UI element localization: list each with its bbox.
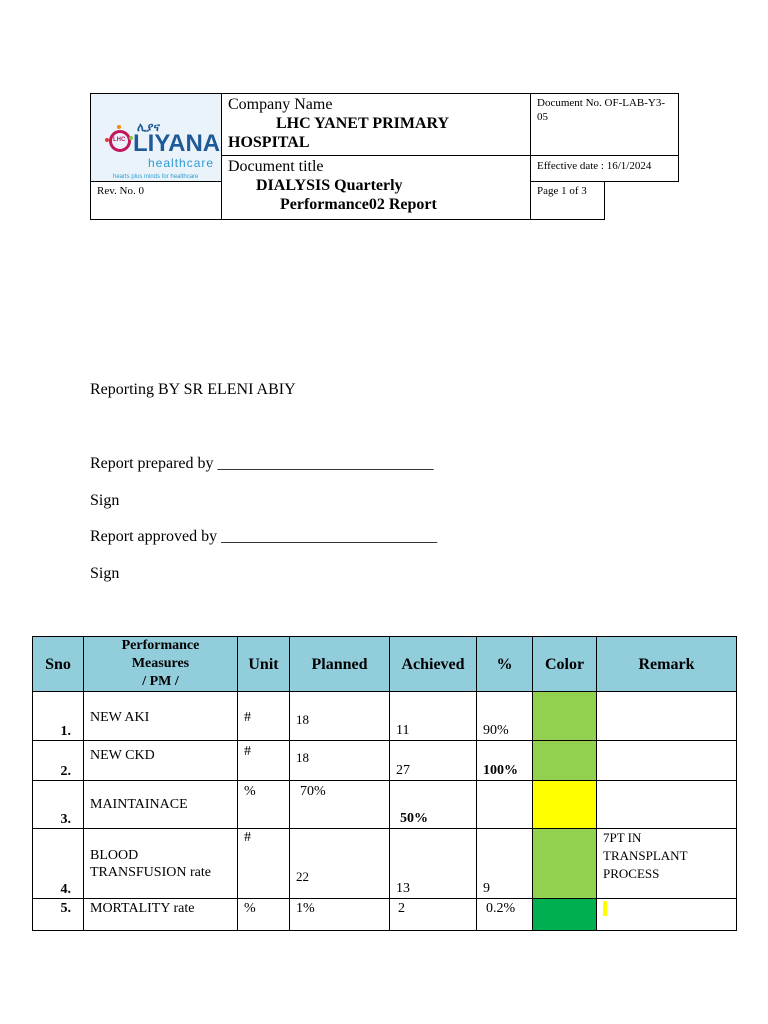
row-percent: 90% — [477, 692, 533, 741]
row-color-swatch — [533, 829, 597, 899]
row-planned: 18 — [290, 741, 390, 781]
effective-date-cell — [531, 156, 679, 182]
table-row — [33, 781, 737, 829]
row-remark — [597, 899, 737, 931]
row-measure: MORTALITY rate — [84, 899, 238, 931]
row-percent: 9 — [477, 829, 533, 899]
row-unit: # — [238, 741, 290, 781]
row-unit: % — [238, 899, 290, 931]
row-measure: NEW AKI — [84, 692, 238, 741]
performance-table — [32, 636, 737, 931]
row-unit: # — [238, 692, 290, 741]
company-label: Company Name — [228, 96, 333, 113]
row-measure: BLOOD TRANSFUSION rate — [84, 829, 238, 899]
row-sno: 3. — [33, 781, 84, 829]
header-achieved: Achieved — [390, 637, 477, 692]
row-achieved: 2 — [390, 899, 477, 931]
row-sno: 1. — [33, 692, 84, 741]
row-measure: MAINTAINACE — [84, 781, 238, 829]
row-percent — [477, 781, 533, 829]
report-prepared-by: Report prepared by ___________________________ — [90, 455, 434, 472]
row-achieved: 13 — [390, 829, 477, 899]
row-planned: 18 — [290, 692, 390, 741]
row-sno: 5. — [33, 899, 84, 931]
header-planned: Planned — [290, 637, 390, 692]
header-percent: % — [477, 637, 533, 692]
table-row — [33, 899, 737, 931]
row-color-swatch — [533, 741, 597, 781]
row-unit: % — [238, 781, 290, 829]
row-sno: 2. — [33, 741, 84, 781]
document-title-line1: DIALYSIS Quarterly — [256, 177, 403, 194]
company-name-line2: HOSPITAL — [228, 134, 310, 151]
row-remark — [597, 781, 737, 829]
document-number: Document No. OF-LAB-Y3- — [537, 97, 666, 109]
row-measure: NEW CKD — [84, 741, 238, 781]
row-remark — [597, 741, 737, 781]
sign-line-1: Sign — [90, 492, 120, 509]
document-title-cell — [222, 156, 531, 220]
sign-line-2: Sign — [90, 565, 120, 582]
logo-amharic-text: ሊያና — [137, 120, 160, 134]
row-sno: 4. — [33, 829, 84, 899]
row-achieved: 11 — [390, 692, 477, 741]
rev-no: Rev. No. 0 — [97, 185, 144, 197]
header-sno: Sno — [33, 637, 84, 692]
page-cell — [531, 182, 605, 220]
company-name-line1: LHC YANET PRIMARY — [276, 115, 450, 132]
document-header — [90, 93, 679, 220]
page-number: Page 1 of 3 — [537, 185, 587, 197]
row-unit: # — [238, 829, 290, 899]
row-color-swatch — [533, 781, 597, 829]
header-color: Color — [533, 637, 597, 692]
header-unit: Unit — [238, 637, 290, 692]
header-remark: Remark — [597, 637, 737, 692]
row-color-swatch — [533, 899, 597, 931]
table-header-row — [33, 637, 737, 692]
table-row — [33, 741, 737, 781]
document-number-cell: Document No. OF-LAB-Y3- 05 — [531, 94, 679, 156]
liyana-healthcare-logo: LHC ሊያና LIYANA healthcare hearts plus minds for healthcare — [103, 120, 218, 190]
document-title-line2: Performance02 Report — [280, 196, 437, 213]
row-achieved: 27 — [390, 741, 477, 781]
row-planned: 70% — [290, 781, 390, 829]
row-planned: 1% — [290, 899, 390, 931]
report-approved-by: Report approved by ___________________________ — [90, 528, 438, 545]
row-remark: 7PT IN TRANSPLANT PROCESS — [597, 829, 737, 899]
row-remark — [597, 692, 737, 741]
row-percent: 0.2% — [477, 899, 533, 931]
row-color-swatch — [533, 692, 597, 741]
company-cell — [222, 94, 531, 156]
document-title-label: Document title — [228, 158, 324, 175]
header-performance-measures: Performance Measures / PM / — [84, 637, 238, 692]
logo-tagline: hearts plus minds for healthcare — [113, 174, 199, 180]
logo-name: LIYANA — [133, 130, 221, 157]
row-achieved: 50% — [390, 781, 477, 829]
logo-cell — [91, 94, 222, 182]
row-planned: 22 — [290, 829, 390, 899]
logo-sub: healthcare — [148, 156, 215, 170]
reporting-by: Reporting BY SR ELENI ABIY — [90, 381, 296, 398]
effective-date: Effective date : 16/1/2024 — [537, 160, 652, 172]
yellow-highlight-mark — [603, 901, 607, 916]
row-percent: 100% — [477, 741, 533, 781]
table-row — [33, 829, 737, 899]
table-row — [33, 692, 737, 741]
